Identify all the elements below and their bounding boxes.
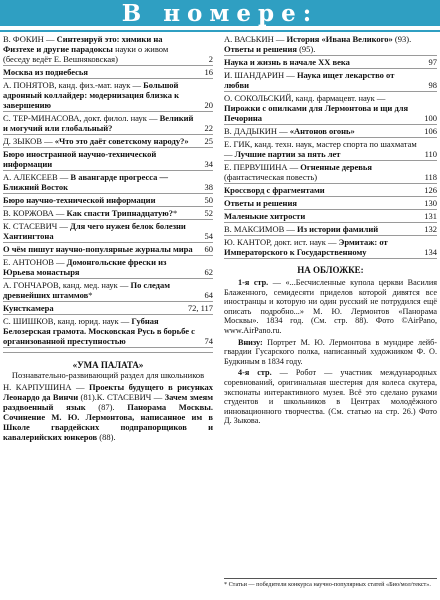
toc-entry[interactable] xyxy=(3,302,213,315)
toc-note: (95). xyxy=(296,44,316,54)
toc-entry-text xyxy=(224,237,419,257)
toc-page-number: 54 xyxy=(204,231,213,241)
toc-page-number: 110 xyxy=(424,149,437,159)
section-subheading: Познавательно-развивающий раздел для школьников xyxy=(11,370,205,380)
toc-entry-text xyxy=(3,34,195,64)
toc-entry[interactable] xyxy=(224,210,437,223)
toc-page-number: 118 xyxy=(424,172,437,182)
toc-title: Большой адронный коллайдер: модернизация близка к завершению xyxy=(3,80,179,110)
toc-title: Проекты будущего в рисунках Леонардо да Винчи xyxy=(3,382,213,402)
toc-entry-text xyxy=(224,162,419,182)
uma-palata-contents xyxy=(3,382,213,442)
toc-title: Бюро иностранной научно-технической информации xyxy=(3,149,157,169)
cover-text: Портрет М. Ю. Лермонтова в мундире лейб-гвардии Гусарского полка, написанный художником Ф. О. Будкиным в 1834 году. xyxy=(224,337,437,366)
toc-page-number: 72, 117 xyxy=(187,303,213,313)
toc-page-number: 132 xyxy=(424,224,437,234)
toc-page-number: 134 xyxy=(424,247,437,257)
toc-entry-text xyxy=(3,303,195,313)
toc-entry[interactable] xyxy=(224,125,437,138)
toc-title: Для чего нужен белок болезни Хантингтона xyxy=(3,221,186,241)
toc-page-number: 130 xyxy=(424,198,437,208)
toc-entry[interactable] xyxy=(3,315,213,348)
toc-author: В. МАКСИМОВ — xyxy=(224,224,297,234)
cover-label: 4-я стр. xyxy=(238,368,272,378)
toc-author: К. СТАСЕВИЧ — xyxy=(96,392,165,402)
toc-entry-text xyxy=(224,185,419,195)
toc-entry-text xyxy=(3,208,195,218)
toc-entry[interactable] xyxy=(3,220,213,243)
toc-author: В. ФОКИН — xyxy=(3,34,57,44)
toc-entry-text xyxy=(224,57,419,67)
section-heading: НА ОБЛОЖКЕ: xyxy=(297,265,364,275)
toc-page-number: 64 xyxy=(204,290,213,300)
toc-title: Губная Белозерская грамота. Московская Русь в борьбе с организованной преступностью xyxy=(3,316,195,346)
toc-author: В. ДАДЫКИН — xyxy=(224,126,290,136)
toc-entry[interactable] xyxy=(224,92,437,125)
toc-title: «Антонов огонь» xyxy=(289,126,355,136)
toc-page-number: 25 xyxy=(204,136,213,146)
toc-page-number: 62 xyxy=(204,267,213,277)
toc-author: А. ПОНЯТОВ, канд. физ.-мат. наук — xyxy=(3,80,144,90)
toc-title: Из истории фамилий xyxy=(297,224,379,234)
toc-entry-text xyxy=(3,80,195,110)
toc-author: Ю. КАНТОР, докт. ист. наук — xyxy=(224,237,339,247)
cover-label: 1-я стр. xyxy=(238,278,269,287)
cover-text: — Робот — участник международных соревнований, оригинальная шестерня для колеса скутера, экспонаты интерактивного музея. Всё это сделано руками студентов и школьников в Центрах молодёжного инновационного творчества. (См. статью на стр. 26.) Фото Д. Зыкова. xyxy=(224,368,437,426)
cover-description xyxy=(224,338,437,367)
toc-title: Москва из поднебесья xyxy=(3,67,88,77)
toc-entry[interactable] xyxy=(224,223,437,236)
toc-note: * xyxy=(88,290,93,300)
toc-entry-text xyxy=(224,139,419,159)
toc-title: О чём пишут научно-популярные журналы мира xyxy=(3,244,193,254)
toc-author: К. СТАСЕВИЧ — xyxy=(3,221,71,231)
toc-entry[interactable] xyxy=(3,66,213,79)
toc-author: Н. КАРПУШИНА — xyxy=(3,382,90,392)
toc-title: Как спасти Трипнадцатую? xyxy=(66,208,174,218)
toc-title: Кунсткамера xyxy=(3,303,54,313)
header-banner xyxy=(0,0,440,26)
toc-entry[interactable] xyxy=(224,161,437,184)
cover-description xyxy=(224,368,437,426)
section-heading: «УМА ПАЛАТА» xyxy=(72,360,144,370)
toc-entry[interactable] xyxy=(224,138,437,161)
toc-entry-text xyxy=(3,257,195,277)
cover-label: Внизу: xyxy=(238,337,263,347)
cover-text: — «...Бесчисленные купола церкви Василия Блаженного, семидесяти приделов которой дивятся все иностранцы и которую ни один русский не потрудился ещё описать подробно...» М. Ю. Лермонтов «Панорама Москвы». 1834 год. (См. стр. 88). Фото ©AirPano, www.AirPano.ru. xyxy=(224,278,437,335)
toc-author: С. ТЕР-МИНАСОВА, докт. филол. наук — xyxy=(3,113,160,123)
toc-entry-text xyxy=(3,316,195,346)
toc-author: Е. ПЕРВУШИНА — xyxy=(224,162,301,172)
cover-section xyxy=(224,265,437,426)
toc-note: (93). xyxy=(392,34,412,44)
toc-author: С. ШИШКОВ, канд. юрид. наук — xyxy=(3,316,132,326)
toc-author: В. КОРЖОВА — xyxy=(3,208,67,218)
toc-page-number: 52 xyxy=(204,208,213,218)
toc-entry[interactable] xyxy=(224,236,437,259)
toc-page-number: 100 xyxy=(424,113,437,123)
toc-entry-text xyxy=(224,211,419,221)
toc-entry[interactable] xyxy=(224,33,437,56)
toc-entry[interactable] xyxy=(224,69,437,92)
toc-note: (87). xyxy=(85,402,128,412)
toc-title: Бюро научно-технической информации xyxy=(3,195,156,205)
toc-author: О. СОКОЛЬСКИЙ, канд. фармацевт. наук — xyxy=(224,93,386,103)
toc-page-number: 98 xyxy=(428,80,437,90)
toc-page-number: 38 xyxy=(204,182,213,192)
toc-entry-text xyxy=(3,195,195,205)
toc-author: Е. АНТОНОВ — xyxy=(3,257,67,267)
toc-title: Маленькие хитрости xyxy=(224,211,306,221)
right-column xyxy=(224,33,437,428)
toc-title: Огненные деревья xyxy=(300,162,372,172)
page-title: В номере: xyxy=(121,0,319,27)
toc-entry-text xyxy=(3,136,195,146)
toc-title: Пирожки с опилками для Лермонтова и щи для Печорина xyxy=(224,103,409,123)
toc-note: (фантастическая повесть) xyxy=(224,172,318,182)
header-rule xyxy=(0,30,440,32)
toc-entry-text xyxy=(224,126,419,136)
toc-page-number: 20 xyxy=(204,100,213,110)
toc-page-number: 126 xyxy=(424,185,437,195)
toc-entry[interactable] xyxy=(3,112,213,135)
toc-entry-text xyxy=(3,113,195,133)
toc-title: Лучшие партии за пять лет xyxy=(234,149,341,159)
toc-title: В авангарде прогресса — Ближний Восток xyxy=(3,172,168,192)
toc-entry[interactable] xyxy=(3,135,213,148)
toc-page-number: 97 xyxy=(428,57,437,67)
toc-author: Д. ЗЫКОВ — xyxy=(3,136,55,146)
toc-page-number: 60 xyxy=(204,244,213,254)
toc-title: Эрмитаж: от Императорского к Государственному xyxy=(224,237,388,257)
toc-entry-text xyxy=(224,198,419,208)
toc-title: Ответы и решения xyxy=(224,198,297,208)
toc-note: (81). xyxy=(78,392,97,402)
toc-entry-text xyxy=(3,149,195,169)
toc-page-number: 22 xyxy=(204,123,213,133)
toc-note: науки о живом (беседу ведёт Е. Вешняковская) xyxy=(3,44,169,64)
toc-entry-text xyxy=(224,34,419,54)
footnote: * Статьи — победители конкурса научно-популярных статей «Био/мол/текст». xyxy=(224,578,437,588)
toc-entry[interactable] xyxy=(3,279,213,302)
toc-title: Наука и жизнь в начале XX века xyxy=(224,57,350,67)
toc-page-number: 2 xyxy=(208,54,213,64)
toc-title: Ответы и решения xyxy=(224,44,297,54)
toc-title: Домонгольские фрески из Юрьева монастыря xyxy=(3,257,167,277)
toc-entry-text xyxy=(3,67,195,77)
toc-entry[interactable] xyxy=(3,243,213,256)
toc-title: Зачем змеям раздвоенный язык xyxy=(3,392,213,412)
toc-author: И. ШАНДАРИН — xyxy=(224,70,297,80)
toc-entry-text xyxy=(3,221,195,241)
toc-page-number: 74 xyxy=(204,336,213,346)
toc-entry[interactable] xyxy=(224,184,437,197)
toc-entry-text xyxy=(3,244,195,254)
toc-note: (88). xyxy=(97,432,116,442)
toc-title: Кроссворд с фрагментами xyxy=(224,185,325,195)
toc-author: А. АЛЕКСЕЕВ — xyxy=(3,172,71,182)
toc-page-number: 34 xyxy=(204,159,213,169)
left-column xyxy=(3,33,213,442)
toc-page-number: 106 xyxy=(424,126,437,136)
toc-entry[interactable] xyxy=(3,171,213,194)
toc-page-number: 50 xyxy=(204,195,213,205)
toc-entry-text xyxy=(3,280,195,300)
toc-title: История «Ивана Великого» xyxy=(286,34,393,44)
uma-palata-section xyxy=(3,352,213,442)
toc-note: * xyxy=(173,208,178,218)
toc-title: Наука ищет лекарство от любви xyxy=(224,70,395,90)
toc-author: Е. ГИК, канд. техн. наук, мастер спорта по шахматам — xyxy=(224,139,417,159)
toc-entry[interactable] xyxy=(3,194,213,207)
toc-title: По следам древнейших штаммов xyxy=(3,280,170,300)
toc-title: «Что это даёт советскому народу?» xyxy=(54,136,189,146)
toc-entry[interactable] xyxy=(3,79,213,112)
toc-entry[interactable] xyxy=(3,256,213,279)
toc-entry[interactable] xyxy=(3,207,213,220)
toc-entry[interactable] xyxy=(3,148,213,171)
toc-entry-text xyxy=(224,70,419,90)
toc-entry[interactable] xyxy=(224,197,437,210)
toc-author: А. ГОНЧАРОВ, канд. мед. наук — xyxy=(3,280,131,290)
toc-entry-text xyxy=(224,93,419,123)
toc-page-number: 131 xyxy=(424,211,437,221)
toc-entry-text xyxy=(3,172,195,192)
toc-entry[interactable] xyxy=(224,56,437,69)
toc-title: Панорама Москвы. Сочинение М. Ю. Лермонтова, написанное им в Школе гвардейских подпрапорщиков и кавалерийских юнкеров xyxy=(3,402,213,442)
cover-description xyxy=(224,278,437,336)
toc-title: Великий и могучий или глобальный? xyxy=(3,113,194,133)
toc-title: Синтезируй это: химики на Физтехе и другие парадоксы xyxy=(3,34,163,54)
toc-author: А. ВАСЬКИН — xyxy=(224,34,287,44)
toc-entry-text xyxy=(224,224,419,234)
toc-page-number: 16 xyxy=(204,67,213,77)
toc-entry[interactable] xyxy=(3,33,213,66)
